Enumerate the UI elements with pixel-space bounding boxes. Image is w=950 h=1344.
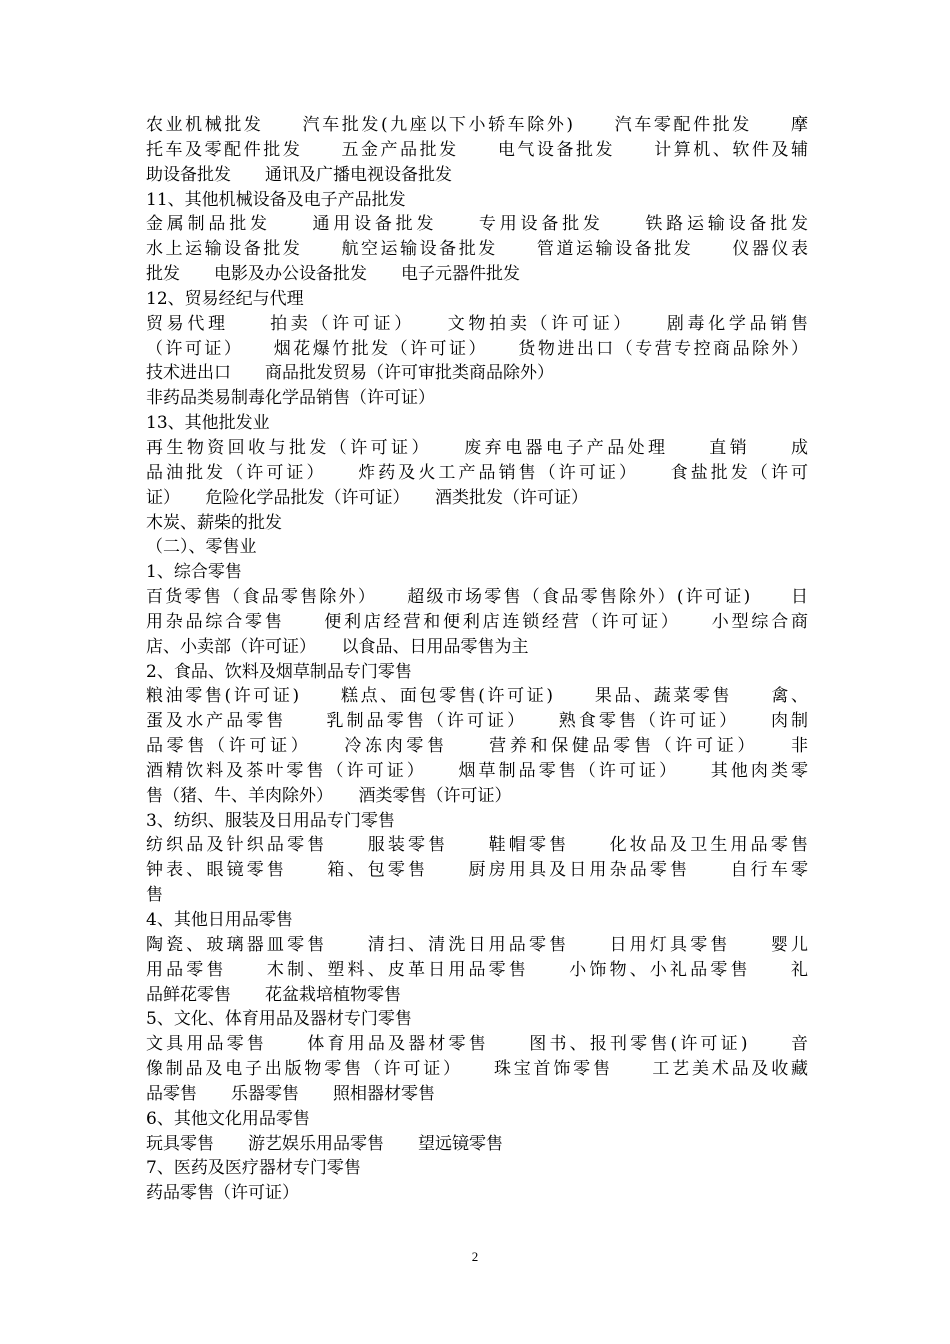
text-line: 售 xyxy=(146,885,163,906)
text-line: 技术进出口 商品批发贸易（许可审批类商品除外） xyxy=(146,363,554,384)
text-line: 农业机械批发 汽车批发(九座以下小轿车除外) 汽车零配件批发 摩 xyxy=(146,115,808,135)
text-line: （二）、零售业 xyxy=(146,537,257,558)
text-line: 陶瓷、玻璃器皿零售 清扫、清洗日用品零售 日用灯具零售 婴儿 xyxy=(146,934,808,955)
text-line: 批发 电影及办公设备批发 电子元器件批发 xyxy=(146,264,520,285)
text-line: 钟表、眼镜零售 箱、包零售 厨房用具及日用杂品零售 自行车零 xyxy=(146,860,808,881)
text-line: 玩具零售 游艺娱乐用品零售 望远镜零售 xyxy=(146,1133,503,1154)
text-line: 5、文化、体育用品及器材专门零售 xyxy=(146,1009,412,1030)
text-line: 助设备批发 通讯及广播电视设备批发 xyxy=(146,164,452,185)
text-line: 再生物资回收与批发（许可证） 废弃电器电子产品处理 直销 成 xyxy=(146,437,808,458)
text-line: 品零售 乐器零售 照相器材零售 xyxy=(146,1083,435,1104)
text-line: 蛋及水产品零售 乳制品零售（许可证） 熟食零售（许可证） 肉制 xyxy=(146,711,808,732)
text-line: 12、贸易经纪与代理 xyxy=(146,288,304,309)
text-line: 品油批发（许可证） 炸药及火工产品销售（许可证） 食盐批发（许可 xyxy=(146,462,808,483)
text-line: （许可证） 烟花爆竹批发（许可证） 货物进出口（专营专控商品除外） xyxy=(146,338,808,359)
text-line: 证） 危险化学品批发（许可证） 酒类批发（许可证） xyxy=(146,487,588,508)
text-line: 品鲜花零售 花盆栽培植物零售 xyxy=(146,984,401,1005)
text-line: 店、小卖部（许可证） 以食品、日用品零售为主 xyxy=(146,636,529,657)
text-line: 用品零售 木制、塑料、皮革日用品零售 小饰物、小礼品零售 礼 xyxy=(146,959,808,980)
text-line: 11、其他机械设备及电子产品批发 xyxy=(146,189,406,210)
text-line: 贸易代理 拍卖（许可证） 文物拍卖（许可证） 剧毒化学品销售 xyxy=(146,313,808,334)
text-line: 木炭、薪柴的批发 xyxy=(146,512,282,533)
text-line: 非药品类易制毒化学品销售（许可证） xyxy=(146,388,435,409)
text-line: 用杂品综合零售 便利店经营和便利店连锁经营（许可证） 小型综合商 xyxy=(146,611,808,632)
text-line: 百货零售（食品零售除外） 超级市场零售（食品零售除外）(许可证) 日 xyxy=(146,587,808,608)
text-line: 粮油零售(许可证) 糕点、面包零售(许可证) 果品、蔬菜零售 禽、 xyxy=(146,686,808,707)
text-line: 像制品及电子出版物零售（许可证） 珠宝首饰零售 工艺美术品及收藏 xyxy=(146,1059,808,1080)
text-line: 2、食品、饮料及烟草制品专门零售 xyxy=(146,661,412,682)
text-line: 13、其他批发业 xyxy=(146,413,270,434)
text-line: 文具用品零售 体育用品及器材零售 图书、报刊零售(许可证) 音 xyxy=(146,1034,808,1055)
text-line: 6、其他文化用品零售 xyxy=(146,1108,310,1129)
text-line: 水上运输设备批发 航空运输设备批发 管道运输设备批发 仪器仪表 xyxy=(146,239,808,260)
text-line: 托车及零配件批发 五金产品批发 电气设备批发 计算机、软件及辅 xyxy=(146,139,808,160)
text-line: 售（猪、牛、羊肉除外） 酒类零售（许可证） xyxy=(146,785,512,806)
text-line: 药品零售（许可证） xyxy=(146,1183,299,1204)
text-line: 3、纺织、服装及日用品专门零售 xyxy=(146,810,395,831)
document-body xyxy=(146,113,808,1206)
text-line: 纺织品及针织品零售 服装零售 鞋帽零售 化妆品及卫生用品零售 xyxy=(146,835,808,856)
text-line: 7、医药及医疗器材专门零售 xyxy=(146,1158,361,1179)
text-line: 金属制品批发 通用设备批发 专用设备批发 铁路运输设备批发 xyxy=(146,214,808,235)
page-number: 2 xyxy=(471,1249,479,1264)
text-line: 品零售（许可证） 冷冻肉零售 营养和保健品零售（许可证） 非 xyxy=(146,736,808,757)
text-line: 4、其他日用品零售 xyxy=(146,910,293,930)
text-line: 1、综合零售 xyxy=(146,562,242,583)
text-line: 酒精饮料及茶叶零售（许可证） 烟草制品零售（许可证） 其他肉类零 xyxy=(146,760,808,781)
